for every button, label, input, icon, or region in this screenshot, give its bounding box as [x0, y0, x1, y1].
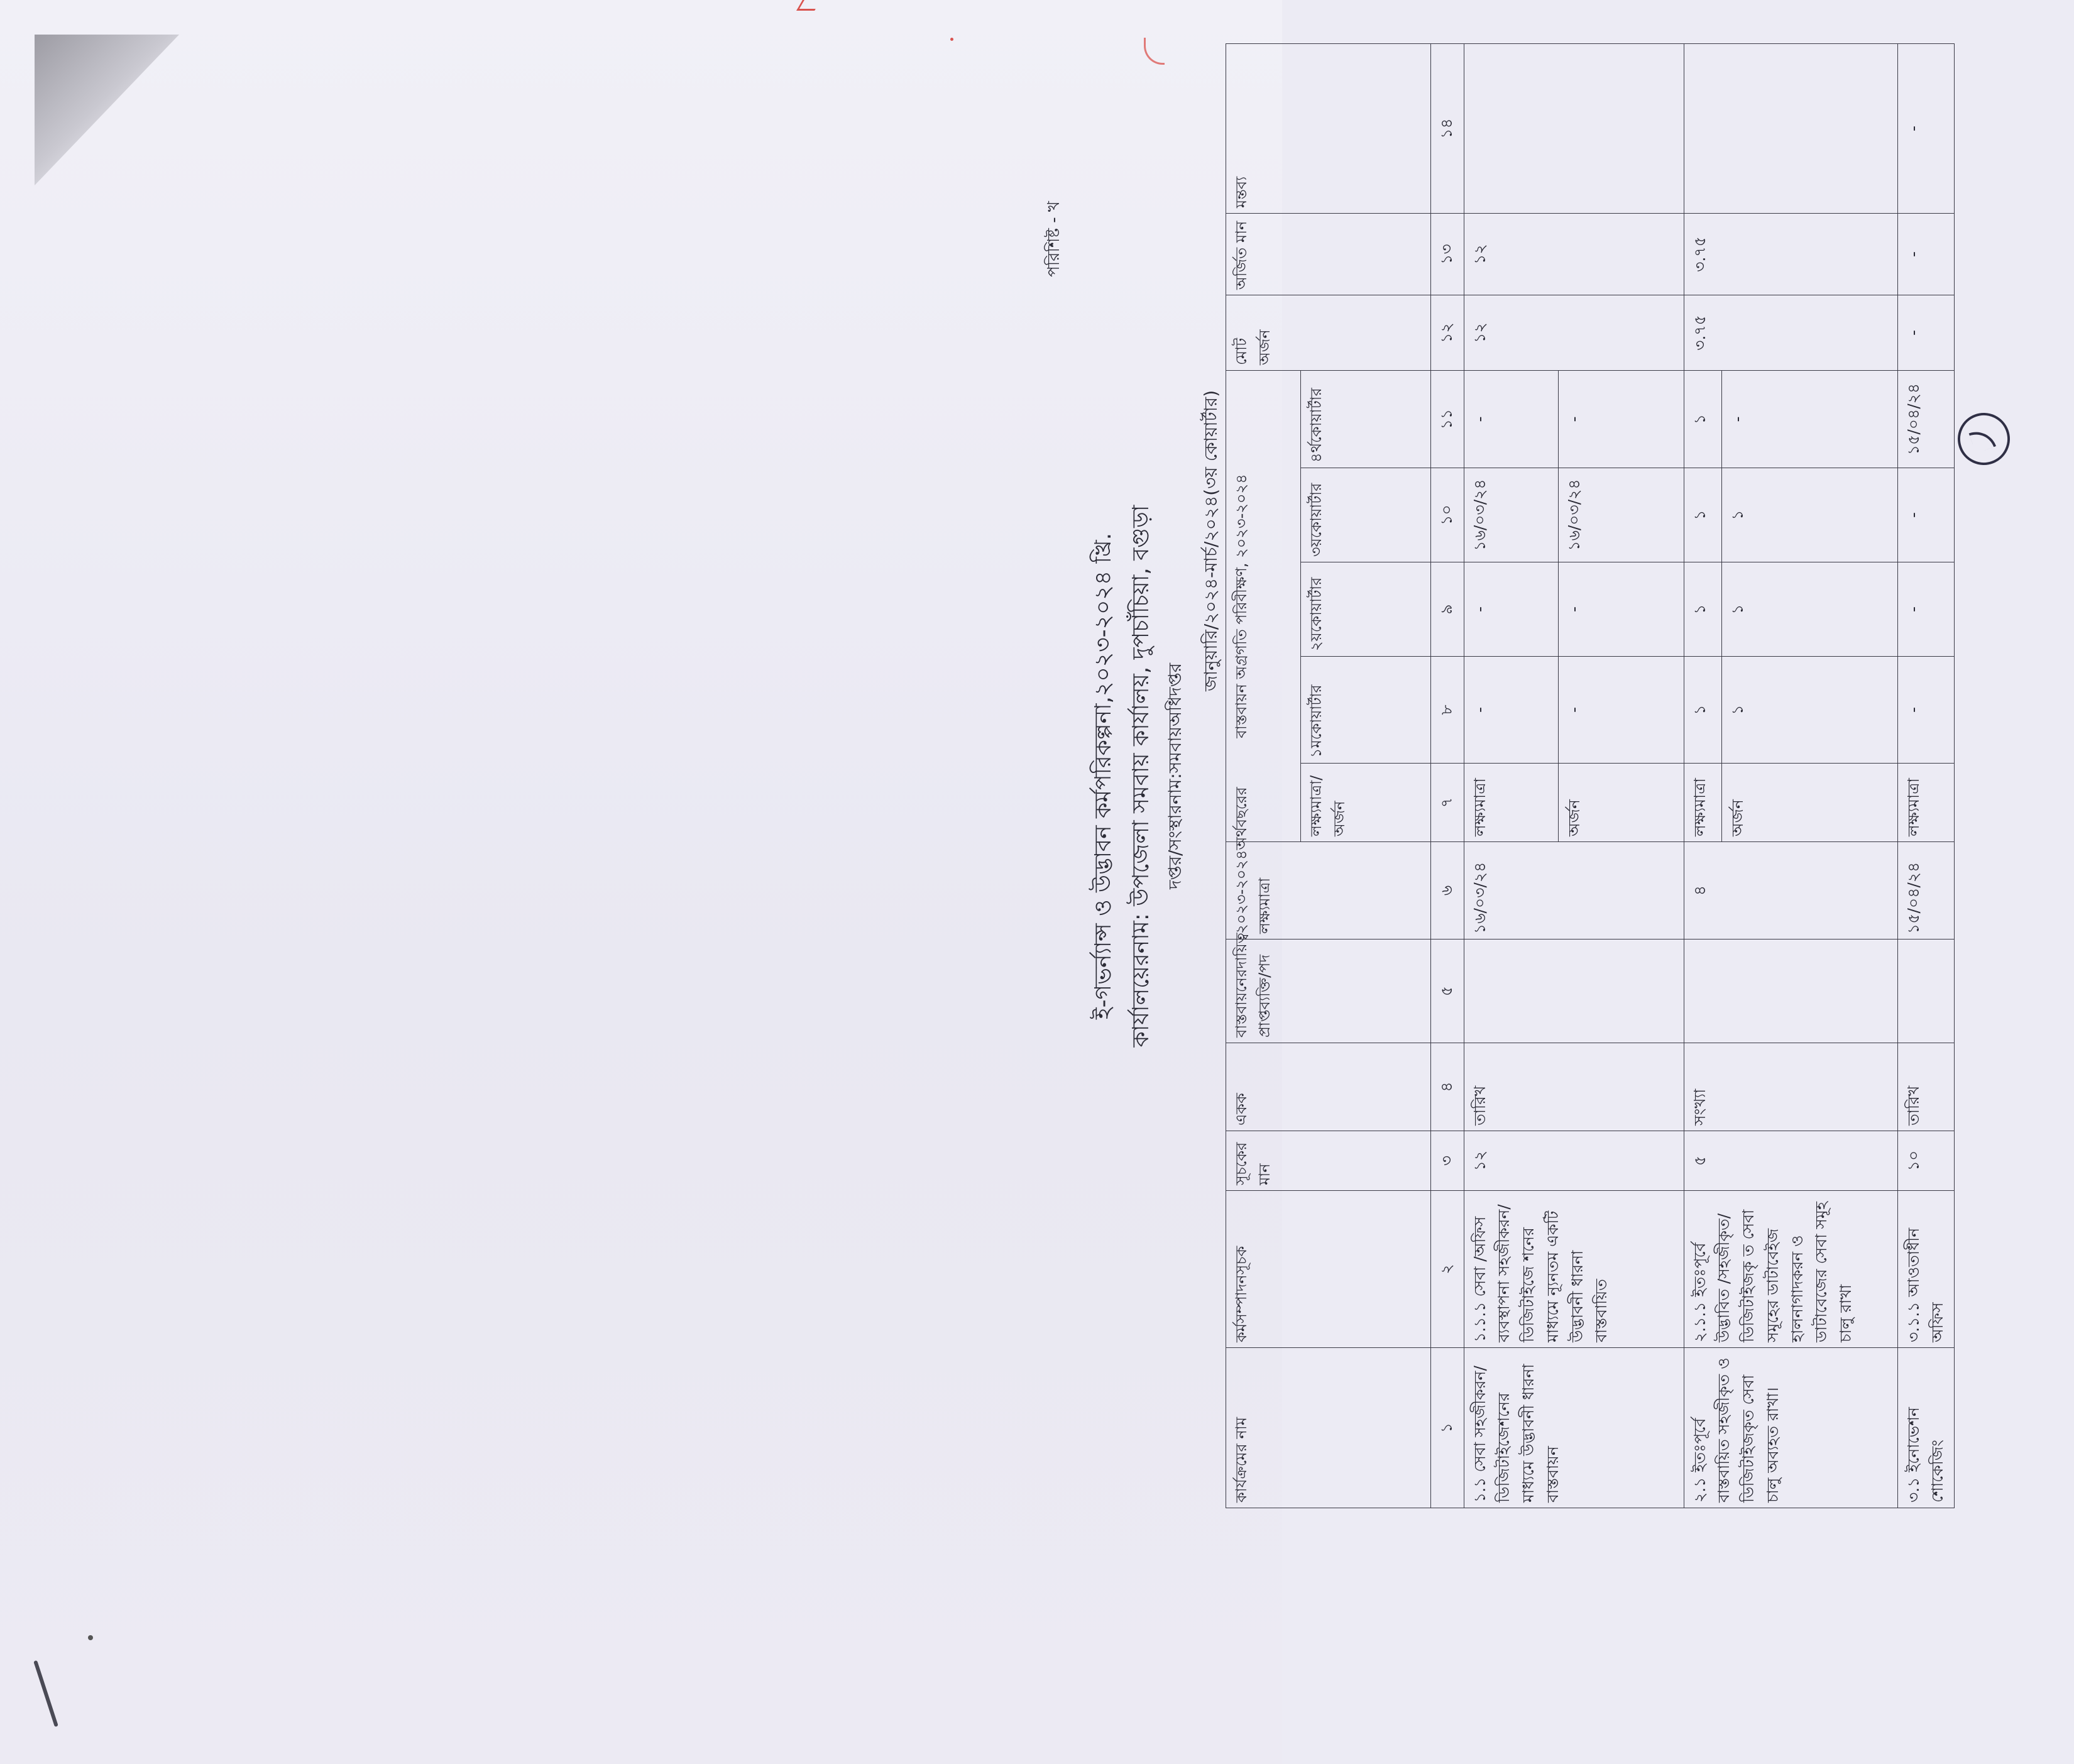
unit-cell: তারিখ: [1464, 1043, 1684, 1131]
q1-target-cell: -: [1897, 657, 1955, 764]
activity-cell: ৩.১ ইনোভেশন শোকেজিং: [1897, 1348, 1955, 1508]
column-number: ৯: [1430, 562, 1464, 657]
header-indicator: কর্মসম্পাদনসূচক: [1226, 1191, 1431, 1348]
responsible-cell: [1684, 940, 1897, 1043]
total-achievement-cell: ৩.৭৫: [1684, 295, 1897, 370]
column-number-row: [1430, 43, 1464, 1508]
indicator-cell: ২.১.১ ইতঃপূর্বে উদ্ভাবিত /সহজীকৃত/ডিজিটাইজকৃ ত সেবা সমূহের ডাটাবেইজ হালনাগাদকরন ও ডাটাবেজের সেবা সমূহ চালু রাখা: [1684, 1191, 1897, 1348]
table-row: [1897, 43, 1955, 1508]
remarks-cell: [1684, 43, 1897, 213]
header-unit: একক: [1226, 1043, 1431, 1131]
column-number: ৭: [1430, 764, 1464, 842]
remarks-cell: [1464, 43, 1684, 213]
column-number: ২: [1430, 1191, 1464, 1348]
q3-target-cell: ১: [1684, 468, 1721, 562]
indicator-value-cell: ১০: [1897, 1131, 1955, 1191]
activity-cell: ২.১ ইতঃপূর্বে বাস্তবায়িত সহজীকৃত ও ডিজিটাইজকৃত সেবা চালু অব্যহত রাখা।: [1684, 1348, 1897, 1508]
table-row: [1464, 43, 1558, 1508]
responsible-cell: [1897, 940, 1955, 1043]
reporting-period: জানুয়ারি/২০২৪-মার্চ/২০২৪(৩য় কোয়ার্টার): [1200, 390, 1221, 691]
department-name: দপ্তর/সংস্থারনাম:সমবায়অধিদপ্তর: [1165, 662, 1185, 890]
column-number: ৫: [1430, 940, 1464, 1043]
header-progress-group: বাস্তবায়ন অগ্রগতি পরিবীক্ষণ, ২০২৩-২০২৪: [1226, 370, 1301, 841]
header-indicator-value: সূচকের মান: [1226, 1131, 1431, 1191]
total-achievement-cell: ১২: [1464, 295, 1684, 370]
q4-target-cell: ১: [1684, 370, 1721, 468]
q3-achievement-cell: ১৬/০৩/২৪: [1558, 468, 1684, 562]
header-remarks: মন্তব্য: [1226, 43, 1431, 213]
q1-target-cell: -: [1464, 657, 1558, 764]
achieved-value-cell: ১২: [1464, 213, 1684, 295]
table-row: [1684, 43, 1721, 1508]
column-number: ১৪: [1430, 43, 1464, 213]
column-number: ১০: [1430, 468, 1464, 562]
document-title: ই-গভর্ন্যান্স ও উদ্ভাবন কর্মপরিকল্পনা,২০২৩-২০২৪ খ্রি.: [1090, 532, 1116, 1020]
scan-corner-shadow: [35, 35, 179, 185]
header-annual-target: ২০২৩-২০২৪অর্থবছরের লক্ষ্যমাত্রা: [1226, 842, 1431, 940]
target-label-cell: লক্ষ্যমাত্রা: [1897, 764, 1955, 842]
column-number: ১৩: [1430, 213, 1464, 295]
q1-achievement-cell: -: [1558, 657, 1684, 764]
q1-achievement-cell: ১: [1721, 657, 1897, 764]
indicator-cell: ৩.১.১ আওতাধীন অফিস: [1897, 1191, 1955, 1348]
total-achievement-cell: -: [1897, 295, 1955, 370]
target-label-cell: লক্ষ্যমাত্রা: [1464, 764, 1558, 842]
q3-target-cell: ১৬/০৩/২৪: [1464, 468, 1558, 562]
header-q4: ৪র্থকোয়ার্টার: [1300, 370, 1430, 468]
remarks-cell: -: [1897, 43, 1955, 213]
q1-target-cell: ১: [1684, 657, 1721, 764]
annex-label: পরিশিষ্ট - খ: [1045, 201, 1063, 277]
responsible-cell: [1464, 940, 1684, 1043]
achievement-label-cell: অর্জন: [1721, 764, 1897, 842]
q2-target-cell: ১: [1684, 562, 1721, 657]
q4-target-cell: ১৫/০৪/২৪: [1897, 370, 1955, 468]
signature-mark: [1950, 405, 2017, 472]
column-number: ৩: [1430, 1131, 1464, 1191]
annual-target-cell: ১৬/০৩/২৪: [1464, 842, 1684, 940]
column-number: ১: [1430, 1348, 1464, 1508]
achievement-label-cell: অর্জন: [1558, 764, 1684, 842]
header-q2: ২য়কোয়ার্টার: [1300, 562, 1430, 657]
header-row: [1226, 43, 1301, 1508]
header-q1: ১মকোয়ার্টার: [1300, 657, 1430, 764]
target-label-cell: লক্ষ্যমাত্রা: [1684, 764, 1721, 842]
unit-cell: তারিখ: [1897, 1043, 1955, 1131]
ink-dot: [88, 1635, 93, 1640]
q4-target-cell: -: [1464, 370, 1558, 468]
indicator-value-cell: ৫: [1684, 1131, 1897, 1191]
q2-achievement-cell: ১: [1721, 562, 1897, 657]
column-number: ৬: [1430, 842, 1464, 940]
indicator-cell: ১.১.১ সেবা /অফিস ব্যবস্থাপনা সহজীকরন/ডিজিটাইজে শনের মাধ্যমে ন্যূনতম একটি উদ্ভাবনী ধারনা বাস্তবায়িত: [1464, 1191, 1684, 1348]
red-ink-mark: [796, 0, 821, 11]
rotated-document: [1037, 19, 2074, 1533]
staple-mark: [33, 1660, 58, 1727]
unit-cell: সংখ্যা: [1684, 1043, 1897, 1131]
header-activity: কার্যক্রমের নাম: [1226, 1348, 1431, 1508]
q3-achievement-cell: ১: [1721, 468, 1897, 562]
activity-cell: ১.১ সেবা সহজীকরন/ ডিজিটাইজেশনের মাধ্যমে উদ্ভাবনী ধারনা বাস্তবায়ন: [1464, 1348, 1684, 1508]
annual-target-cell: ৪: [1684, 842, 1897, 940]
annual-target-cell: ১৫/০৪/২৪: [1897, 842, 1955, 940]
action-plan-table: [1226, 43, 1955, 1508]
column-number: ১১: [1430, 370, 1464, 468]
column-number: ৮: [1430, 657, 1464, 764]
column-number: ৪: [1430, 1043, 1464, 1131]
header-achieved-value: অর্জিত মান: [1226, 213, 1431, 295]
header-total-achievement: মোট অর্জন: [1226, 295, 1431, 370]
achieved-value-cell: -: [1897, 213, 1955, 295]
office-name: কার্যালয়েরনাম: উপজেলা সমবায় কার্যালয়, দুপচাঁচিয়া, বগুড়া: [1128, 505, 1154, 1048]
header-q3: ৩য়কোয়ার্টার: [1300, 468, 1430, 562]
header-target-achieve: লক্ষ্যমাত্রা/অর্জন: [1300, 764, 1430, 842]
q4-achievement-cell: -: [1558, 370, 1684, 468]
q2-target-cell: -: [1897, 562, 1955, 657]
column-number: ১২: [1430, 295, 1464, 370]
achieved-value-cell: ৩.৭৫: [1684, 213, 1897, 295]
indicator-value-cell: ১২: [1464, 1131, 1684, 1191]
red-ink-dot: [950, 38, 953, 41]
q3-target-cell: -: [1897, 468, 1955, 562]
q2-target-cell: -: [1464, 562, 1558, 657]
q4-achievement-cell: -: [1721, 370, 1897, 468]
header-responsible: বাস্তবায়নেরদায়িত্ব প্রাপ্তব্যক্তি/পদ: [1226, 940, 1431, 1043]
q2-achievement-cell: -: [1558, 562, 1684, 657]
